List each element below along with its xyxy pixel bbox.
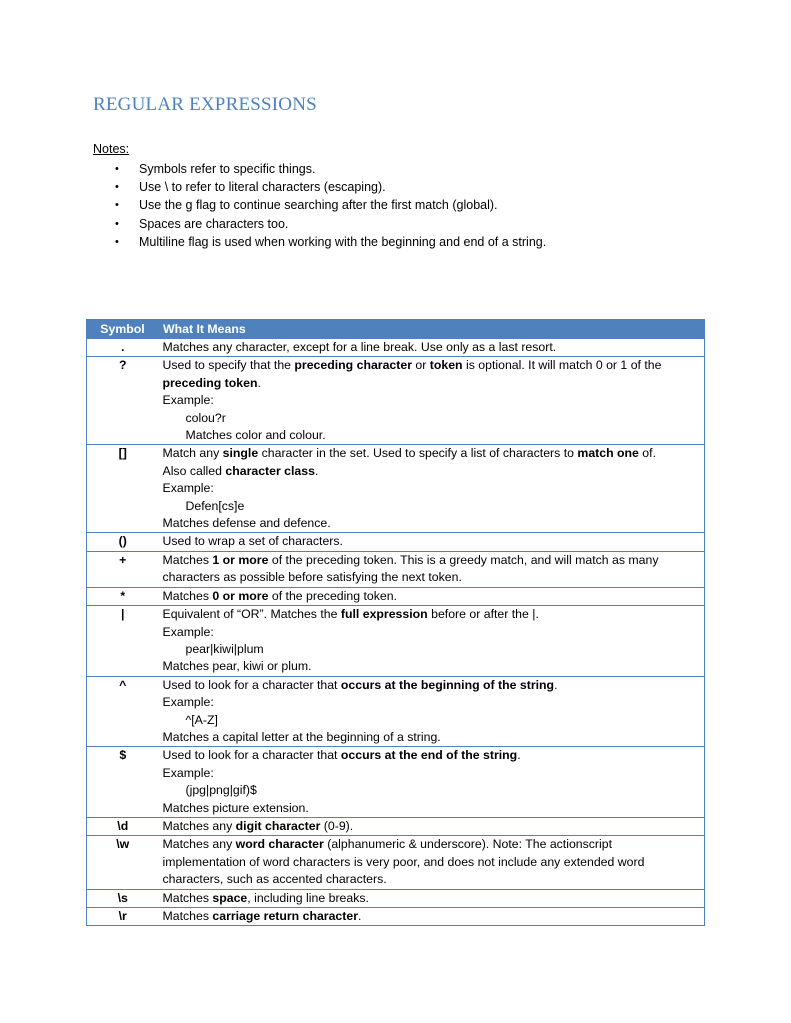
description-line <box>163 339 701 356</box>
notes-list <box>112 160 546 251</box>
regex-table-body <box>87 339 705 926</box>
text-run: Used to specify that the <box>162 358 295 373</box>
table-row <box>87 817 705 835</box>
description-line <box>163 782 701 799</box>
symbol-cell: * <box>87 587 159 605</box>
description-line <box>163 357 701 374</box>
text-run: of the preceding token. This is a greedy match, and will match as many <box>268 552 659 567</box>
description-cell <box>159 889 705 907</box>
text-run: Matches <box>162 890 213 905</box>
bold-term: single <box>222 446 259 461</box>
description-line <box>163 463 701 480</box>
description-line <box>163 588 701 605</box>
table-header-row <box>87 320 705 339</box>
symbol-cell: | <box>87 606 159 677</box>
bold-term: full expression <box>340 607 428 622</box>
text-run: Matches picture extension. <box>162 800 309 815</box>
note-text: Symbols refer to specific things. <box>139 162 316 176</box>
description-line <box>163 427 701 444</box>
note-text: Multiline flag is used when working with the beginning and end of a string. <box>139 234 547 249</box>
symbol-cell: $ <box>87 747 159 818</box>
note-item <box>112 233 546 251</box>
text-run: Used to wrap a set of characters. <box>162 534 343 549</box>
text-run: Used to look for a character that <box>162 748 341 763</box>
text-run: Matches a capital letter at the beginning of a string. <box>162 729 441 744</box>
description-line <box>163 871 701 888</box>
bold-term: match one <box>577 446 639 461</box>
text-run: Example: <box>162 393 214 408</box>
text-run: pear|kiwi|plum <box>185 641 264 656</box>
table-row <box>87 445 705 533</box>
description-line <box>163 375 701 392</box>
text-run: Matches pear, kiwi or plum. <box>162 659 312 674</box>
note-item <box>112 196 546 214</box>
text-run: of the preceding token. <box>268 588 397 603</box>
text-run: Example: <box>162 481 214 496</box>
bullet-icon: • <box>115 181 119 194</box>
symbol-cell: () <box>87 533 159 551</box>
description-line <box>163 890 701 907</box>
description-line <box>163 515 701 532</box>
description-line <box>163 480 701 497</box>
bold-term: occurs at the end of the string <box>340 748 518 763</box>
text-run: Defen[cs]e <box>185 498 245 513</box>
table-row <box>87 339 705 357</box>
text-run: Matches any <box>162 818 236 833</box>
description-cell <box>159 587 705 605</box>
description-line <box>163 606 701 623</box>
description-line <box>163 677 701 694</box>
description-cell <box>159 445 705 533</box>
description-line <box>163 694 701 711</box>
text-run: . <box>257 375 261 390</box>
description-line <box>163 765 701 782</box>
bold-term: character class <box>225 463 315 478</box>
text-run: Example: <box>162 765 214 780</box>
bold-term: preceding character <box>294 358 412 373</box>
description-line <box>163 712 701 729</box>
text-run: Matches defense and defence. <box>162 516 331 531</box>
text-run: . <box>314 463 319 478</box>
text-run: Equivalent of “OR”. Matches the <box>162 607 341 622</box>
description-line <box>163 747 701 764</box>
table-row <box>87 889 705 907</box>
description-line <box>163 658 701 675</box>
text-run: (jpg|png|gif)$ <box>185 783 257 798</box>
bold-term: word character <box>235 837 324 852</box>
text-run: before or after the |. <box>427 607 539 622</box>
bullet-icon: • <box>115 199 119 212</box>
notes-label: Notes: <box>93 142 130 156</box>
text-run: Matches <box>162 909 213 923</box>
text-run: Example: <box>162 624 214 639</box>
symbol-cell: \r <box>87 908 159 926</box>
description-cell <box>159 747 705 818</box>
description-cell <box>159 817 705 835</box>
description-line <box>163 818 701 835</box>
table-row <box>87 836 705 889</box>
text-run: Matches <box>162 588 213 603</box>
text-run: . <box>357 909 362 923</box>
regex-table <box>86 319 705 926</box>
bold-term: preceding token <box>162 375 258 390</box>
symbol-cell: ^ <box>87 676 159 747</box>
text-run: implementation of word characters is very poor, and does not include any extended word <box>162 854 645 869</box>
text-run: of. <box>638 446 656 461</box>
text-run: is optional. It will match 0 or 1 of the <box>462 358 662 373</box>
description-line <box>163 624 701 641</box>
text-run: Example: <box>162 695 214 710</box>
text-run: Match any <box>162 446 223 461</box>
bold-term: 0 or more <box>212 588 269 603</box>
description-line <box>163 569 701 586</box>
text-run: Used to look for a character that <box>162 677 341 692</box>
bold-term: token <box>429 358 463 373</box>
symbol-cell: + <box>87 551 159 587</box>
text-run: character in the set. Used to specify a list of characters to <box>258 446 578 461</box>
description-cell <box>159 676 705 747</box>
text-run: or <box>411 358 430 373</box>
bullet-icon: • <box>115 217 119 230</box>
bold-term: carriage return character <box>212 909 358 923</box>
description-cell <box>159 551 705 587</box>
symbol-cell: [] <box>87 445 159 533</box>
table-row <box>87 533 705 551</box>
note-text: Use \ to refer to literal characters (escaping). <box>139 180 386 195</box>
bold-term: digit character <box>235 818 321 833</box>
description-line <box>163 552 701 569</box>
description-line <box>163 533 701 550</box>
note-text: Use the g flag to continue searching after the first match (global). <box>139 198 498 213</box>
description-line <box>163 800 701 817</box>
text-run: ^[A-Z] <box>185 712 218 727</box>
symbol-cell: \d <box>87 817 159 835</box>
table-row <box>87 357 705 445</box>
bold-term: space <box>212 890 248 905</box>
table-row <box>87 606 705 677</box>
table-row <box>87 747 705 818</box>
table-row <box>87 908 705 926</box>
bold-term: occurs at the beginning of the string <box>340 677 555 692</box>
text-run: characters, such as accented characters. <box>162 872 387 887</box>
text-run: (0-9). <box>320 818 354 833</box>
text-run: , including line breaks. <box>247 890 369 905</box>
note-item <box>112 160 546 178</box>
description-line <box>163 908 701 925</box>
description-line <box>163 410 701 427</box>
text-run: Matches any character, except for a line break. Use only as a last resort. <box>162 340 557 354</box>
text-run: . <box>517 748 521 763</box>
description-cell <box>159 836 705 889</box>
text-run: colou?r <box>185 410 226 425</box>
text-run: Matches any <box>162 837 236 852</box>
symbol-cell: ? <box>87 357 159 445</box>
text-run: Matches color and colour. <box>185 428 326 443</box>
note-text: Spaces are characters too. <box>139 216 289 231</box>
description-cell <box>159 908 705 926</box>
description-line <box>163 641 701 658</box>
page-title: REGULAR EXPRESSIONS <box>93 94 317 115</box>
description-line <box>163 392 701 409</box>
text-run: characters as possible before satisfying the next token. <box>162 570 462 585</box>
description-cell <box>159 606 705 677</box>
table-row <box>87 551 705 587</box>
description-cell <box>159 533 705 551</box>
description-line <box>163 836 701 853</box>
bullet-icon: • <box>115 163 119 175</box>
symbol-cell: \s <box>87 889 159 907</box>
table-row <box>87 676 705 747</box>
description-cell <box>159 357 705 445</box>
table-row <box>87 587 705 605</box>
note-item <box>112 215 546 233</box>
note-item <box>112 178 546 196</box>
header-symbol: Symbol <box>87 320 159 339</box>
description-line <box>163 445 701 462</box>
symbol-cell: \w <box>87 836 159 889</box>
symbol-cell: . <box>87 339 159 357</box>
description-line <box>163 498 701 515</box>
description-line <box>163 854 701 871</box>
text-run: Matches <box>162 552 213 567</box>
header-meaning: What It Means <box>159 320 705 339</box>
description-line <box>163 729 701 746</box>
description-cell <box>159 339 705 357</box>
bold-term: 1 or more <box>212 552 269 567</box>
bullet-icon: • <box>115 235 119 248</box>
text-run: . <box>554 677 558 692</box>
text-run: Also called <box>162 463 226 478</box>
text-run: (alphanumeric & underscore). Note: The actionscript <box>323 837 613 852</box>
